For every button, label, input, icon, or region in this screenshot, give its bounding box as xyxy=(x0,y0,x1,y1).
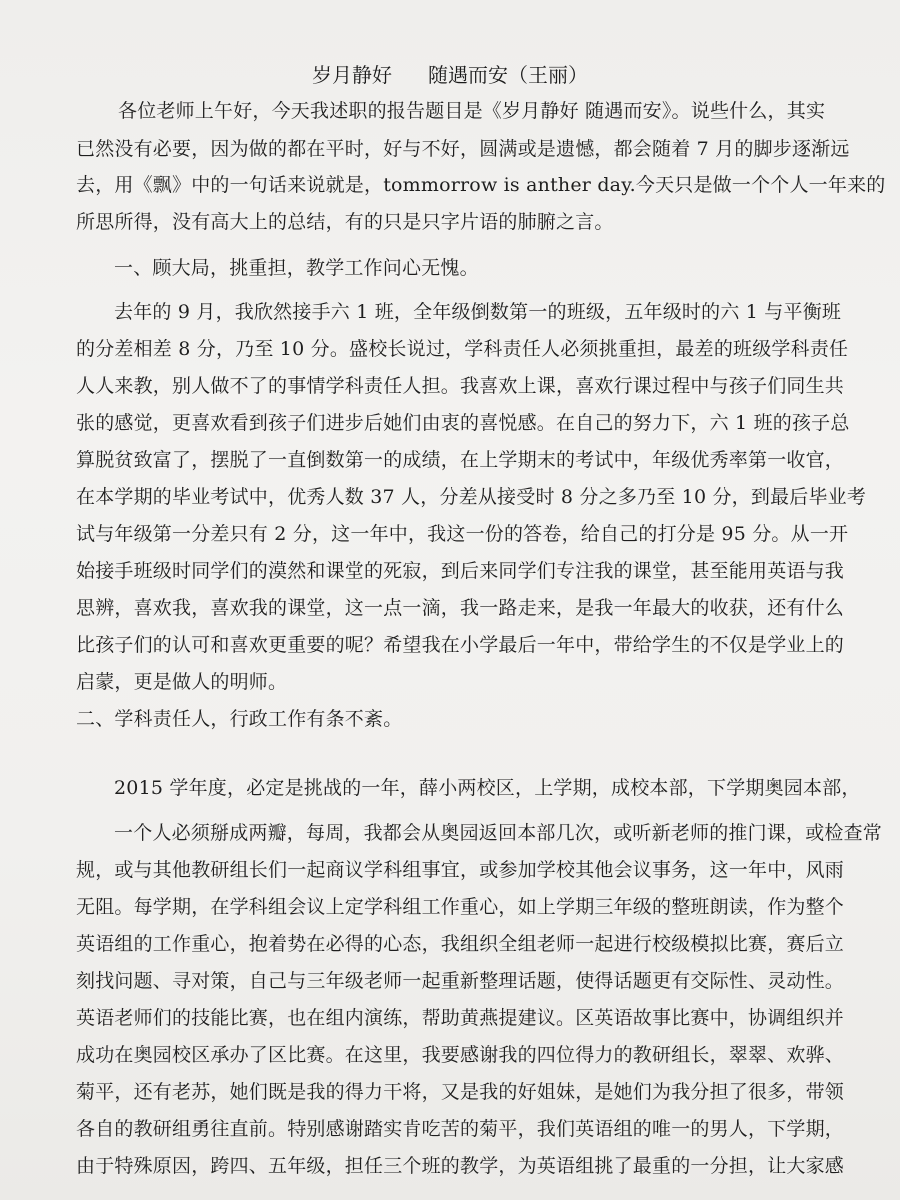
text-line-12: 始接手班级时同学们的漠然和课堂的死寂，到后来同学们专注我的课堂，甚至能用英语与我 xyxy=(76,560,845,582)
text-line-8: 张的感觉，更喜欢看到孩子们进步后她们由衷的喜悦感。在自己的努力下，六 1 班的孩子总 xyxy=(76,412,850,434)
text-line-26: 由于特殊原因，跨四、五年级，担任三个班的教学，为英语组挑了最重的一分担，让大家感 xyxy=(76,1155,845,1177)
text-line-19: 无阻。每学期，在学科组会议上定学科组工作重心，如上学期三年级的整班朗读，作为整个 xyxy=(76,896,845,918)
text-line-1: 各位老师上午好，今天我述职的报告题目是《岁月静好 随遇而安》。说些什么，其实 xyxy=(118,100,826,122)
text-line-14: 比孩子们的认可和喜欢更重要的呢？希望我在小学最后一年中，带给学生的不仅是学业上的 xyxy=(76,634,845,656)
text-line-3: 去，用《飘》中的一句话来说就是，tommorrow is anther day.今天只是做一个个人一年来的 xyxy=(76,174,886,196)
text-line-21: 刻找问题、寻对策，自己与三年级老师一起重新整理话题，使得话题更有交际性、灵动性。 xyxy=(76,970,845,992)
text-line-20: 英语组的工作重心，抱着势在必得的心态，我组织全组老师一起进行校级模拟比赛，赛后立 xyxy=(76,933,845,955)
text-line-11: 试与年级第一分差只有 2 分，这一年中，我这一份的答卷，给自己的打分是 95 分。从一开 xyxy=(76,523,849,545)
text-line-15: 启蒙，更是做人的明师。 xyxy=(76,671,288,693)
text-line-7: 人人来教，别人做不了的事情学科责任人担。我喜欢上课，喜欢行课过程中与孩子们同生共 xyxy=(76,375,845,397)
title-part-1: 岁月静好 xyxy=(312,63,392,87)
text-line-9: 算脱贫致富了，摆脱了一直倒数第一的成绩，在上学期末的考试中，年级优秀率第一收官， xyxy=(76,449,845,471)
text-line-24: 菊平，还有老苏，她们既是我的得力干将，又是我的好姐妹，是她们为我分担了很多，带领 xyxy=(76,1081,845,1103)
text-line-22: 英语老师们的技能比赛，也在组内演练，帮助黄燕提建议。区英语故事比赛中，协调组织并 xyxy=(76,1007,845,1029)
text-line-16: 二、学科责任人，行政工作有条不紊。 xyxy=(76,708,403,730)
text-line-13: 思辨，喜欢我，喜欢我的课堂，这一点一滴，我一路走来，是我一年最大的收获，还有什么 xyxy=(76,597,845,619)
title-part-2: 随遇而安（王丽） xyxy=(428,63,588,87)
text-line-10: 在本学期的毕业考试中，优秀人数 37 人，分差从接受时 8 分之多乃至 10 分，到最后毕业考 xyxy=(76,486,867,508)
text-line-23: 成功在奥园校区承办了区比赛。在这里，我要感谢我的四位得力的教研组长，翠翠、欢骅、 xyxy=(76,1044,845,1066)
document-title xyxy=(0,62,900,88)
text-line-2: 已然没有必要，因为做的都在平时，好与不好，圆满或是遗憾，都会随着 7 月的脚步逐渐远 xyxy=(76,138,850,160)
text-line-18: 规，或与其他教研组长们一起商议学科组事宜，或参加学校其他会议事务，这一年中，风雨 xyxy=(76,859,845,881)
section-heading-1: 一、顾大局，挑重担，教学工作问心无愧。 xyxy=(114,257,479,279)
text-line-25: 各自的教研组勇往直前。特别感谢踏实肯吃苦的菊平，我们英语组的唯一的男人，下学期， xyxy=(76,1118,845,1140)
text-line-6: 的分差相差 8 分，乃至 10 分。盛校长说过，学科责任人必须挑重担，最差的班级学科责任 xyxy=(76,338,849,360)
text-line-17: 一个人必须掰成两瓣，每周，我都会从奥园返回本部几次，或听新老师的推门课，或检查常 xyxy=(114,822,883,844)
text-line-5: 去年的 9 月，我欣然接手六 1 班，全年级倒数第一的班级，五年级时的六 1 与平衡班 xyxy=(114,301,842,323)
section-heading-2: 2015 学年度，必定是挑战的一年，薛小两校区，上学期，成校本部，下学期奥园本部， xyxy=(114,777,861,799)
text-line-4: 所思所得，没有高大上的总结，有的只是只字片语的肺腑之言。 xyxy=(76,211,614,233)
